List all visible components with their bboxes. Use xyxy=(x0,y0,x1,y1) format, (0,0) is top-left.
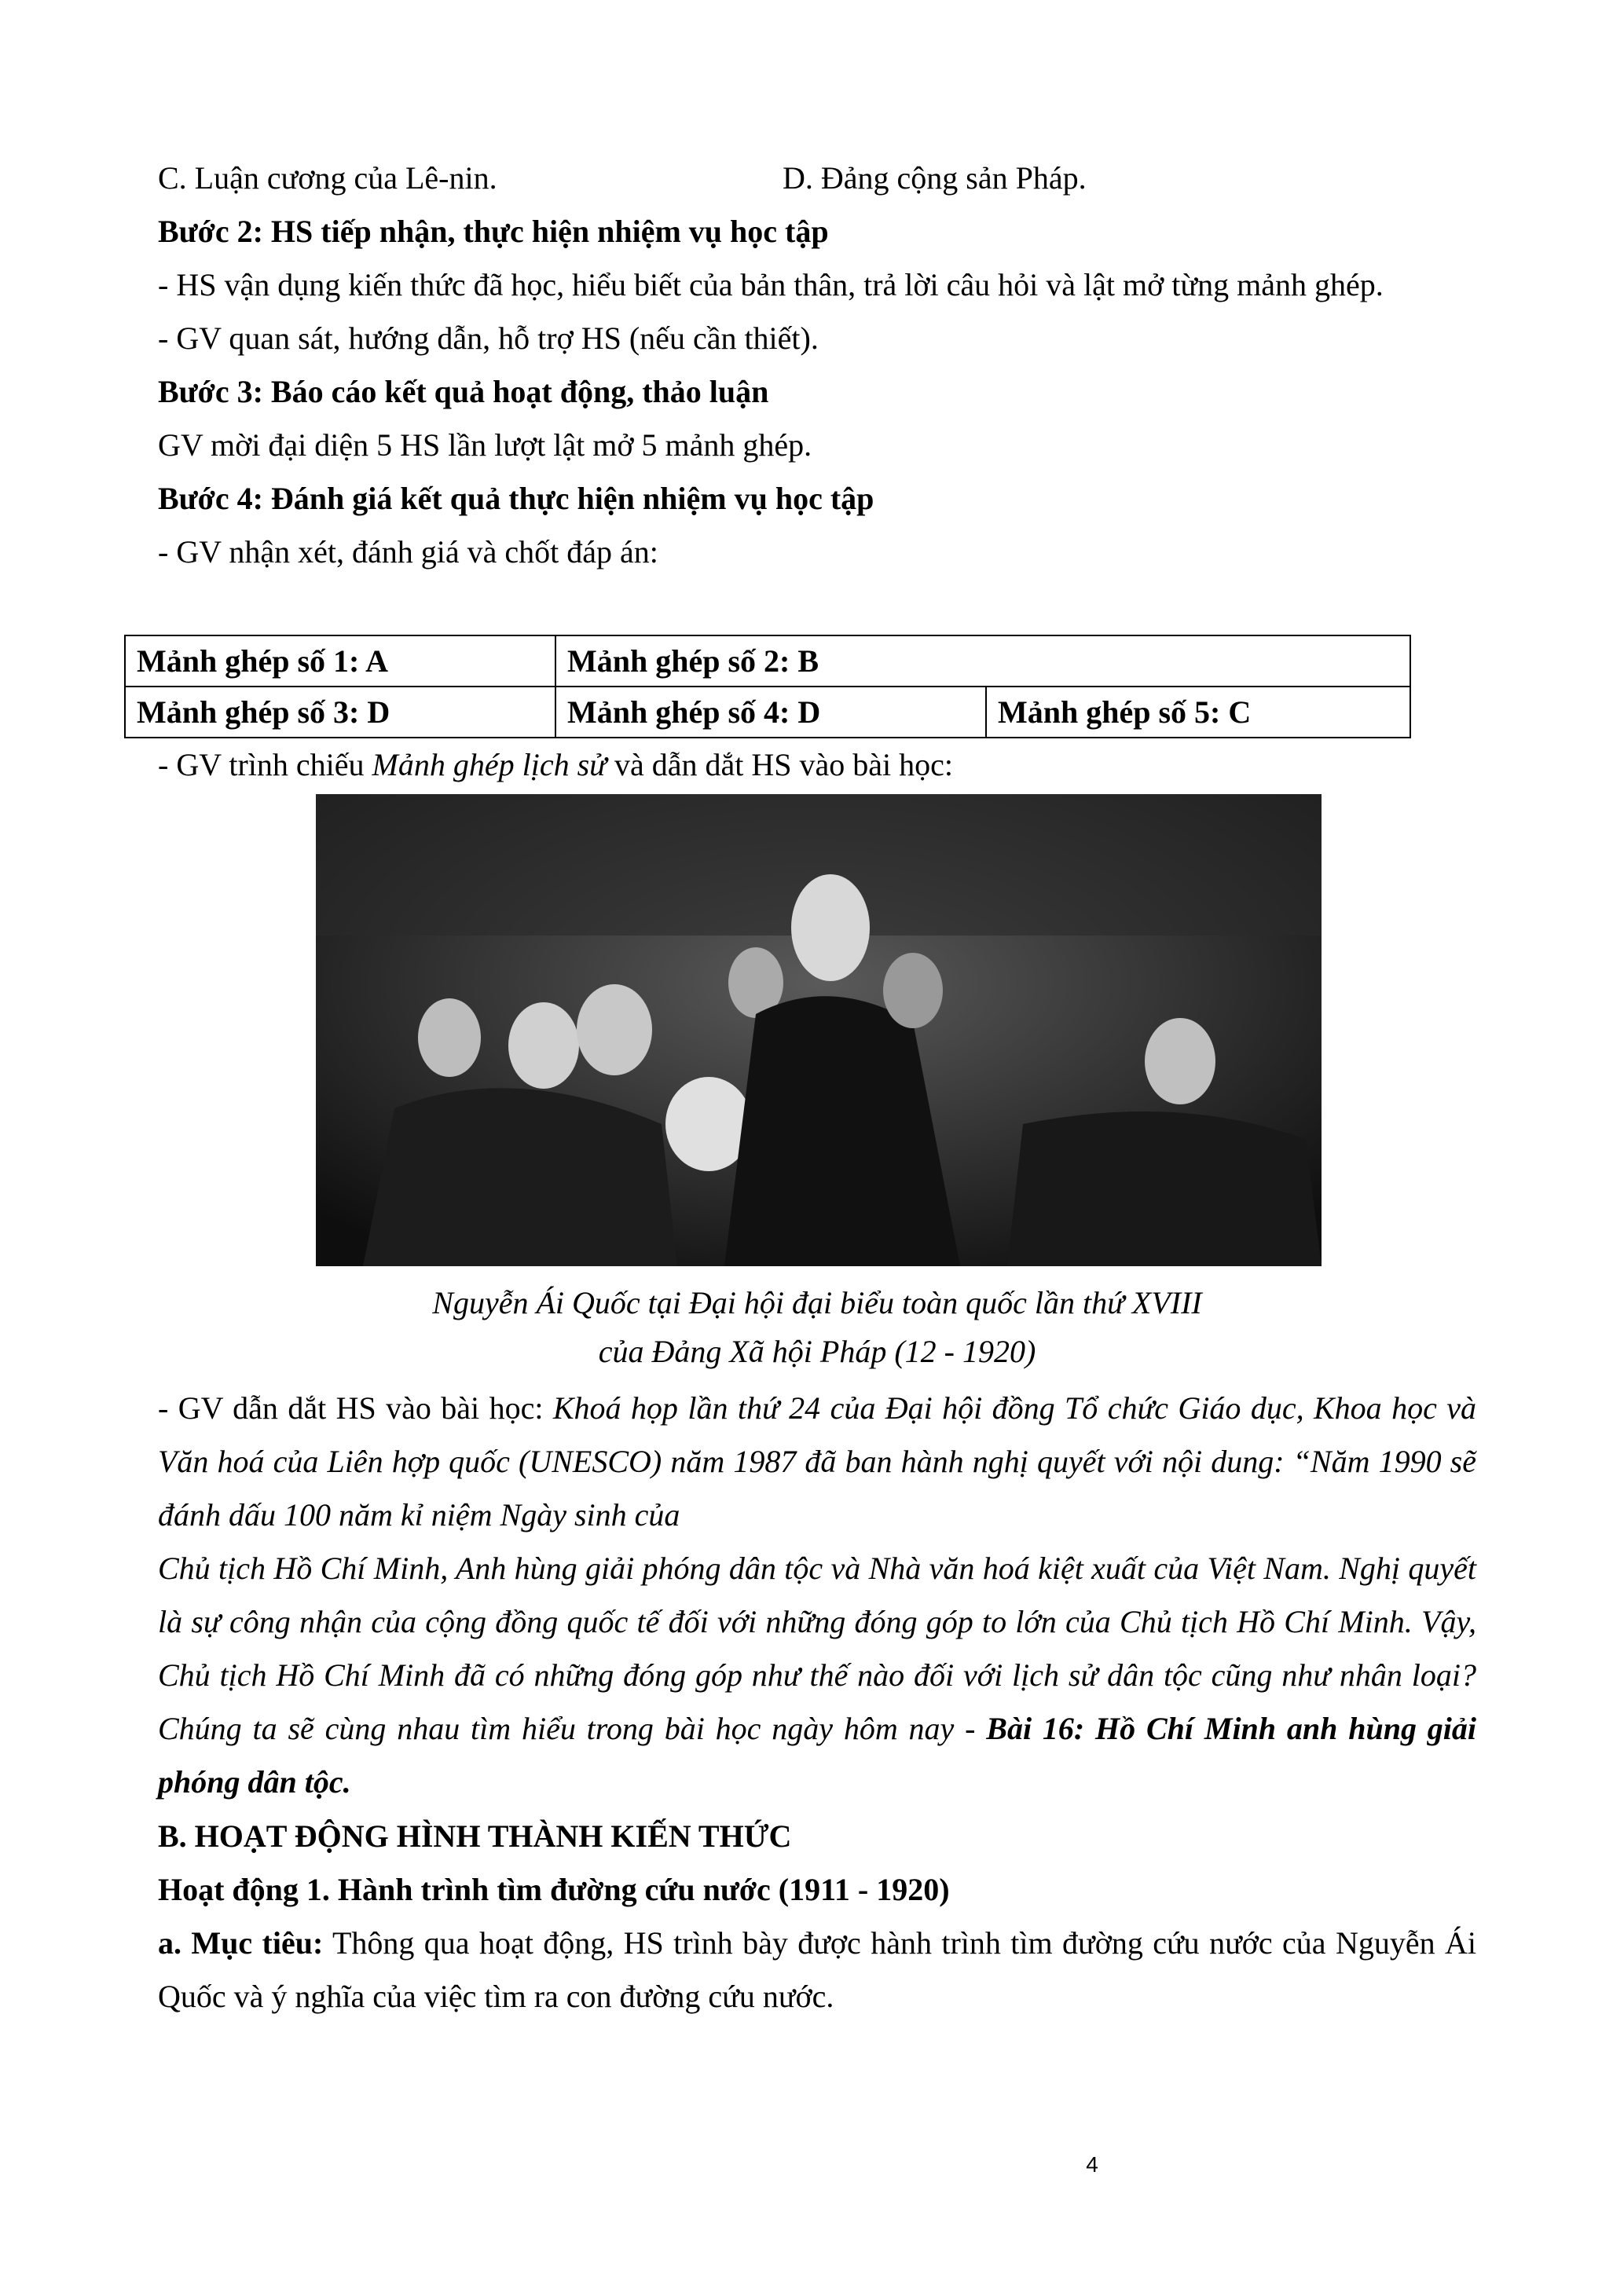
present-line xyxy=(158,738,1476,792)
goal-label: a. Mục tiêu: xyxy=(158,1925,324,1961)
section-b xyxy=(158,1810,1476,2023)
section-b-title: B. HOẠT ĐỘNG HÌNH THÀNH KIẾN THỨC xyxy=(158,1818,792,1854)
step-section xyxy=(158,152,1476,579)
step2-paragraph-1: - HS vận dụng kiến thức đã học, hiểu biết của bản thân, trả lời câu hỏi và lật mở từng mảnh ghép. xyxy=(158,267,1384,302)
answer-options xyxy=(158,152,1476,205)
step4-title: Bước 4: Đánh giá kết quả thực hiện nhiệm vụ học tập xyxy=(158,481,874,516)
option-c: C. Luận cương của Lê-nin. xyxy=(158,160,497,196)
intro-quote-1: Khoá họp lần thứ 24 của Đại hội đồng Tổ chức Giáo dục, Khoa học và Văn hoá của Liên hợp quốc (UNESCO) năm 1987 đã ban hành nghị quyết với nội dung: “Năm 1990 sẽ đánh dấu 100 năm kỉ niệm Ngày sinh của xyxy=(158,1390,1476,1532)
step4-paragraph: - GV nhận xét, đánh giá và chốt đáp án: xyxy=(158,534,658,569)
step3-title: Bước 3: Báo cáo kết quả hoạt động, thảo luận xyxy=(158,374,769,409)
answer-cell: Mảnh ghép số 1: A xyxy=(125,635,555,687)
intro-quote-2: Chủ tịch Hồ Chí Minh, Anh hùng giải phóng dân tộc và Nhà văn hoá kiệt xuất của Việt Nam. Nghị quyết là sự công nhận của cộng đồng quốc tế đối với những đóng góp to lớn của Chủ tịch Hồ Chí Minh. Vậy, Chủ tịch Hồ Chí Minh đã có những đóng góp như thế nào đối với lịch sử dân tộc cũng như nhân loại? Chúng ta sẽ cùng nhau tìm hiểu trong bài học ngày hôm nay - xyxy=(158,1551,1476,1746)
table-row xyxy=(125,635,1410,687)
step2-paragraph-2: - GV quan sát, hướng dẫn, hỗ trợ HS (nếu cần thiết). xyxy=(158,320,819,356)
step2-title: Bước 2: HS tiếp nhận, thực hiện nhiệm vụ học tập xyxy=(158,214,829,249)
caption-line-1: Nguyễn Ái Quốc tại Đại hội đại biểu toàn quốc lần thứ XVIII xyxy=(432,1285,1202,1320)
goal-text: Thông qua hoạt động, HS trình bày được hành trình tìm đường cứu nước của Nguyễn Ái Quốc và ý nghĩa của việc tìm ra con đường cứu nước. xyxy=(158,1925,1476,2014)
table-row xyxy=(125,687,1410,738)
page-number: 4 xyxy=(1086,2152,1098,2177)
present-suffix: và dẫn dắt HS vào bài học: xyxy=(606,747,953,782)
caption-line-2: của Đảng Xã hội Pháp (12 - 1920) xyxy=(598,1334,1036,1369)
answer-table xyxy=(124,635,1411,738)
answer-cell: Mảnh ghép số 2: B xyxy=(555,635,1410,687)
historical-photo xyxy=(316,794,1322,1266)
option-d: D. Đảng cộng sản Pháp. xyxy=(783,160,1087,196)
photo-illustration xyxy=(316,794,1322,1266)
activity-1-title: Hoạt động 1. Hành trình tìm đường cứu nước (1911 - 1920) xyxy=(158,1872,950,1907)
present-italic: Mảnh ghép lịch sử xyxy=(372,747,607,782)
lesson-title: Bài 16: Hồ Chí Minh anh hùng giải phóng dân tộc. xyxy=(158,1711,1476,1800)
intro-paragraph xyxy=(158,1382,1476,1809)
answer-cell: Mảnh ghép số 5: C xyxy=(986,687,1410,738)
photo-caption xyxy=(158,1279,1476,1376)
answer-cell: Mảnh ghép số 4: D xyxy=(555,687,986,738)
present-prefix: - GV trình chiếu xyxy=(158,747,372,782)
step3-paragraph: GV mời đại diện 5 HS lần lượt lật mở 5 mảnh ghép. xyxy=(158,427,812,463)
intro-prefix: - GV dẫn dắt HS vào bài học: xyxy=(158,1390,553,1426)
answer-cell: Mảnh ghép số 3: D xyxy=(125,687,555,738)
